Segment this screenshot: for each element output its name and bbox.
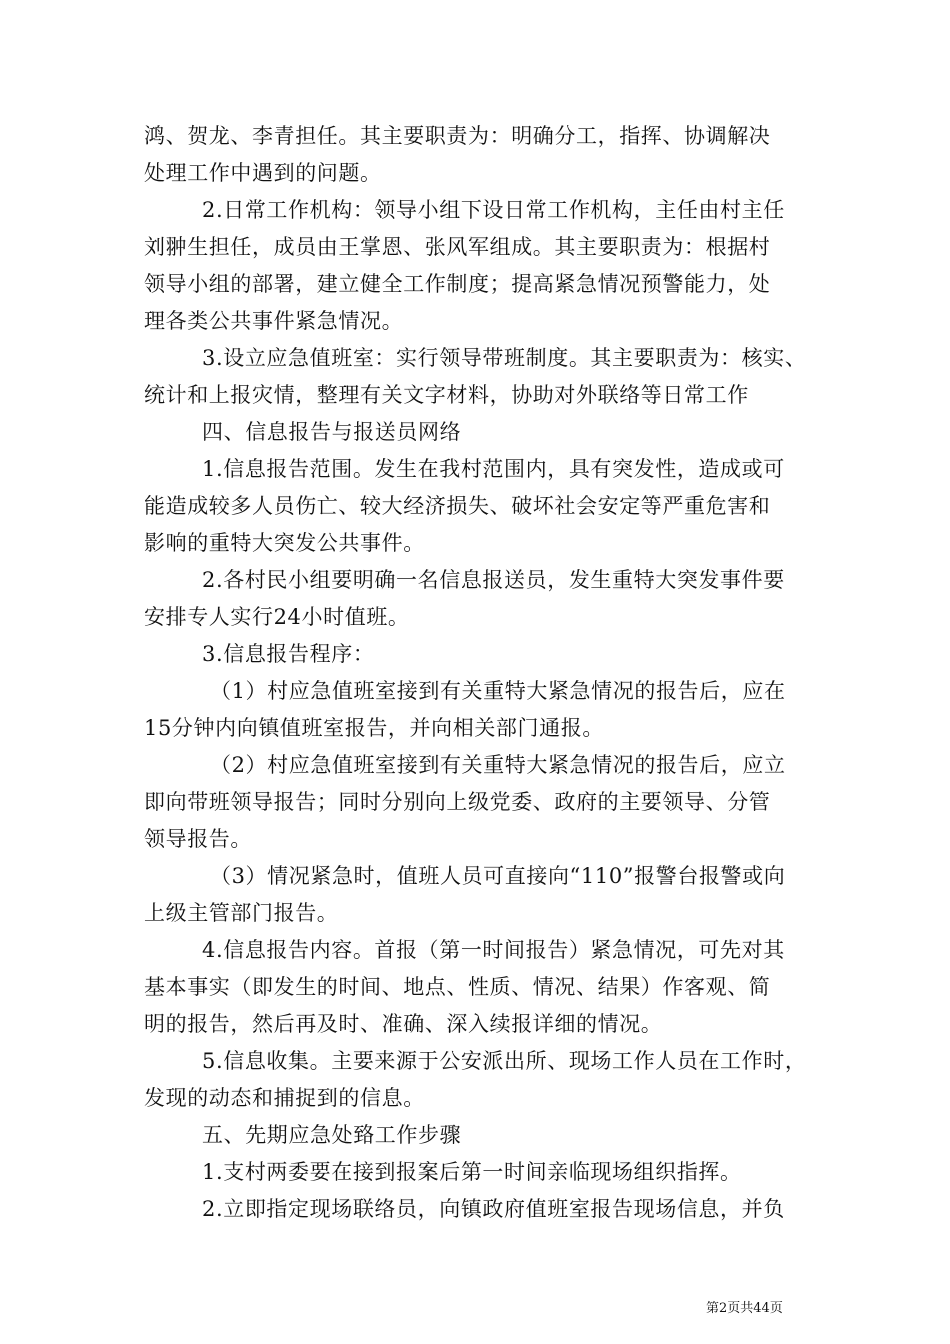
text-line: 1.支村两委要在接到报案后第一时间亲临现场组织指挥。 xyxy=(202,1160,742,1184)
page-number: 第2页共44页 xyxy=(706,1301,783,1316)
text-line: 影响的重特大突发公共事件。 xyxy=(144,531,425,555)
text-line: 发现的动态和捕捉到的信息。 xyxy=(144,1086,425,1110)
text-line: 2.日常工作机构：领导小组下设日常工作机构，主任由村主任 xyxy=(202,198,785,222)
text-line: （2）村应急值班室接到有关重特大紧急情况的报告后，应立 xyxy=(210,753,786,777)
text-line: 上级主管部门报告。 xyxy=(144,901,339,925)
text-line: 鸿、贺龙、李青担任。其主要职责为：明确分工，指挥、协调解决 xyxy=(144,124,771,148)
text-line: 15分钟内向镇值班室报告，并向相关部门通报。 xyxy=(144,716,604,740)
text-line: （3）情况紧急时，值班人员可直接向“110”报警台报警或向 xyxy=(210,864,786,888)
text-line: 基本事实（即发生的时间、地点、性质、情况、结果）作客观、简 xyxy=(144,975,771,999)
text-line: 1.信息报告范围。发生在我村范围内，具有突发性，造成或可 xyxy=(202,457,785,481)
text-line: 2.立即指定现场联络员，向镇政府值班室报告现场信息，并负 xyxy=(202,1197,785,1221)
text-line: 能造成较多人员伤亡、较大经济损失、破坏社会安定等严重危害和 xyxy=(144,494,771,518)
text-line: 3.信息报告程序： xyxy=(202,642,375,666)
text-line: 明的报告，然后再及时、准确、深入续报详细的情况。 xyxy=(144,1012,663,1036)
text-line: （1）村应急值班室接到有关重特大紧急情况的报告后，应在 xyxy=(210,679,786,703)
text-line: 3.设立应急值班室：实行领导带班制度。其主要职责为：核实、 xyxy=(202,346,807,370)
text-line: 领导小组的部署，建立健全工作制度；提高紧急情况预警能力，处 xyxy=(144,272,771,296)
text-line: 领导报告。 xyxy=(144,827,252,851)
text-line: 刘翀生担任，成员由王掌恩、张风军组成。其主要职责为：根据村 xyxy=(144,235,771,259)
text-line: 5.信息收集。主要来源于公安派出所、现场工作人员在工作时， xyxy=(202,1049,807,1073)
text-line: 统计和上报灾情，整理有关文字材料，协助对外联络等日常工作 xyxy=(144,383,749,407)
document-body xyxy=(144,118,814,1228)
text-line: 即向带班领导报告；同时分别向上级党委、政府的主要领导、分管 xyxy=(144,790,771,814)
text-line: 理各类公共事件紧急情况。 xyxy=(144,309,404,333)
text-line: 处理工作中遇到的问题。 xyxy=(144,161,382,185)
text-line: 安排专人实行24小时值班。 xyxy=(144,605,410,629)
text-line: 4.信息报告内容。首报（第一时间报告）紧急情况，可先对其 xyxy=(202,938,785,962)
section-heading: 四、信息报告与报送员网络 xyxy=(202,420,462,444)
text-line: 2.各村民小组要明确一名信息报送员，发生重特大突发事件要 xyxy=(202,568,785,592)
section-heading: 五、先期应急处臵工作步骤 xyxy=(202,1123,462,1147)
